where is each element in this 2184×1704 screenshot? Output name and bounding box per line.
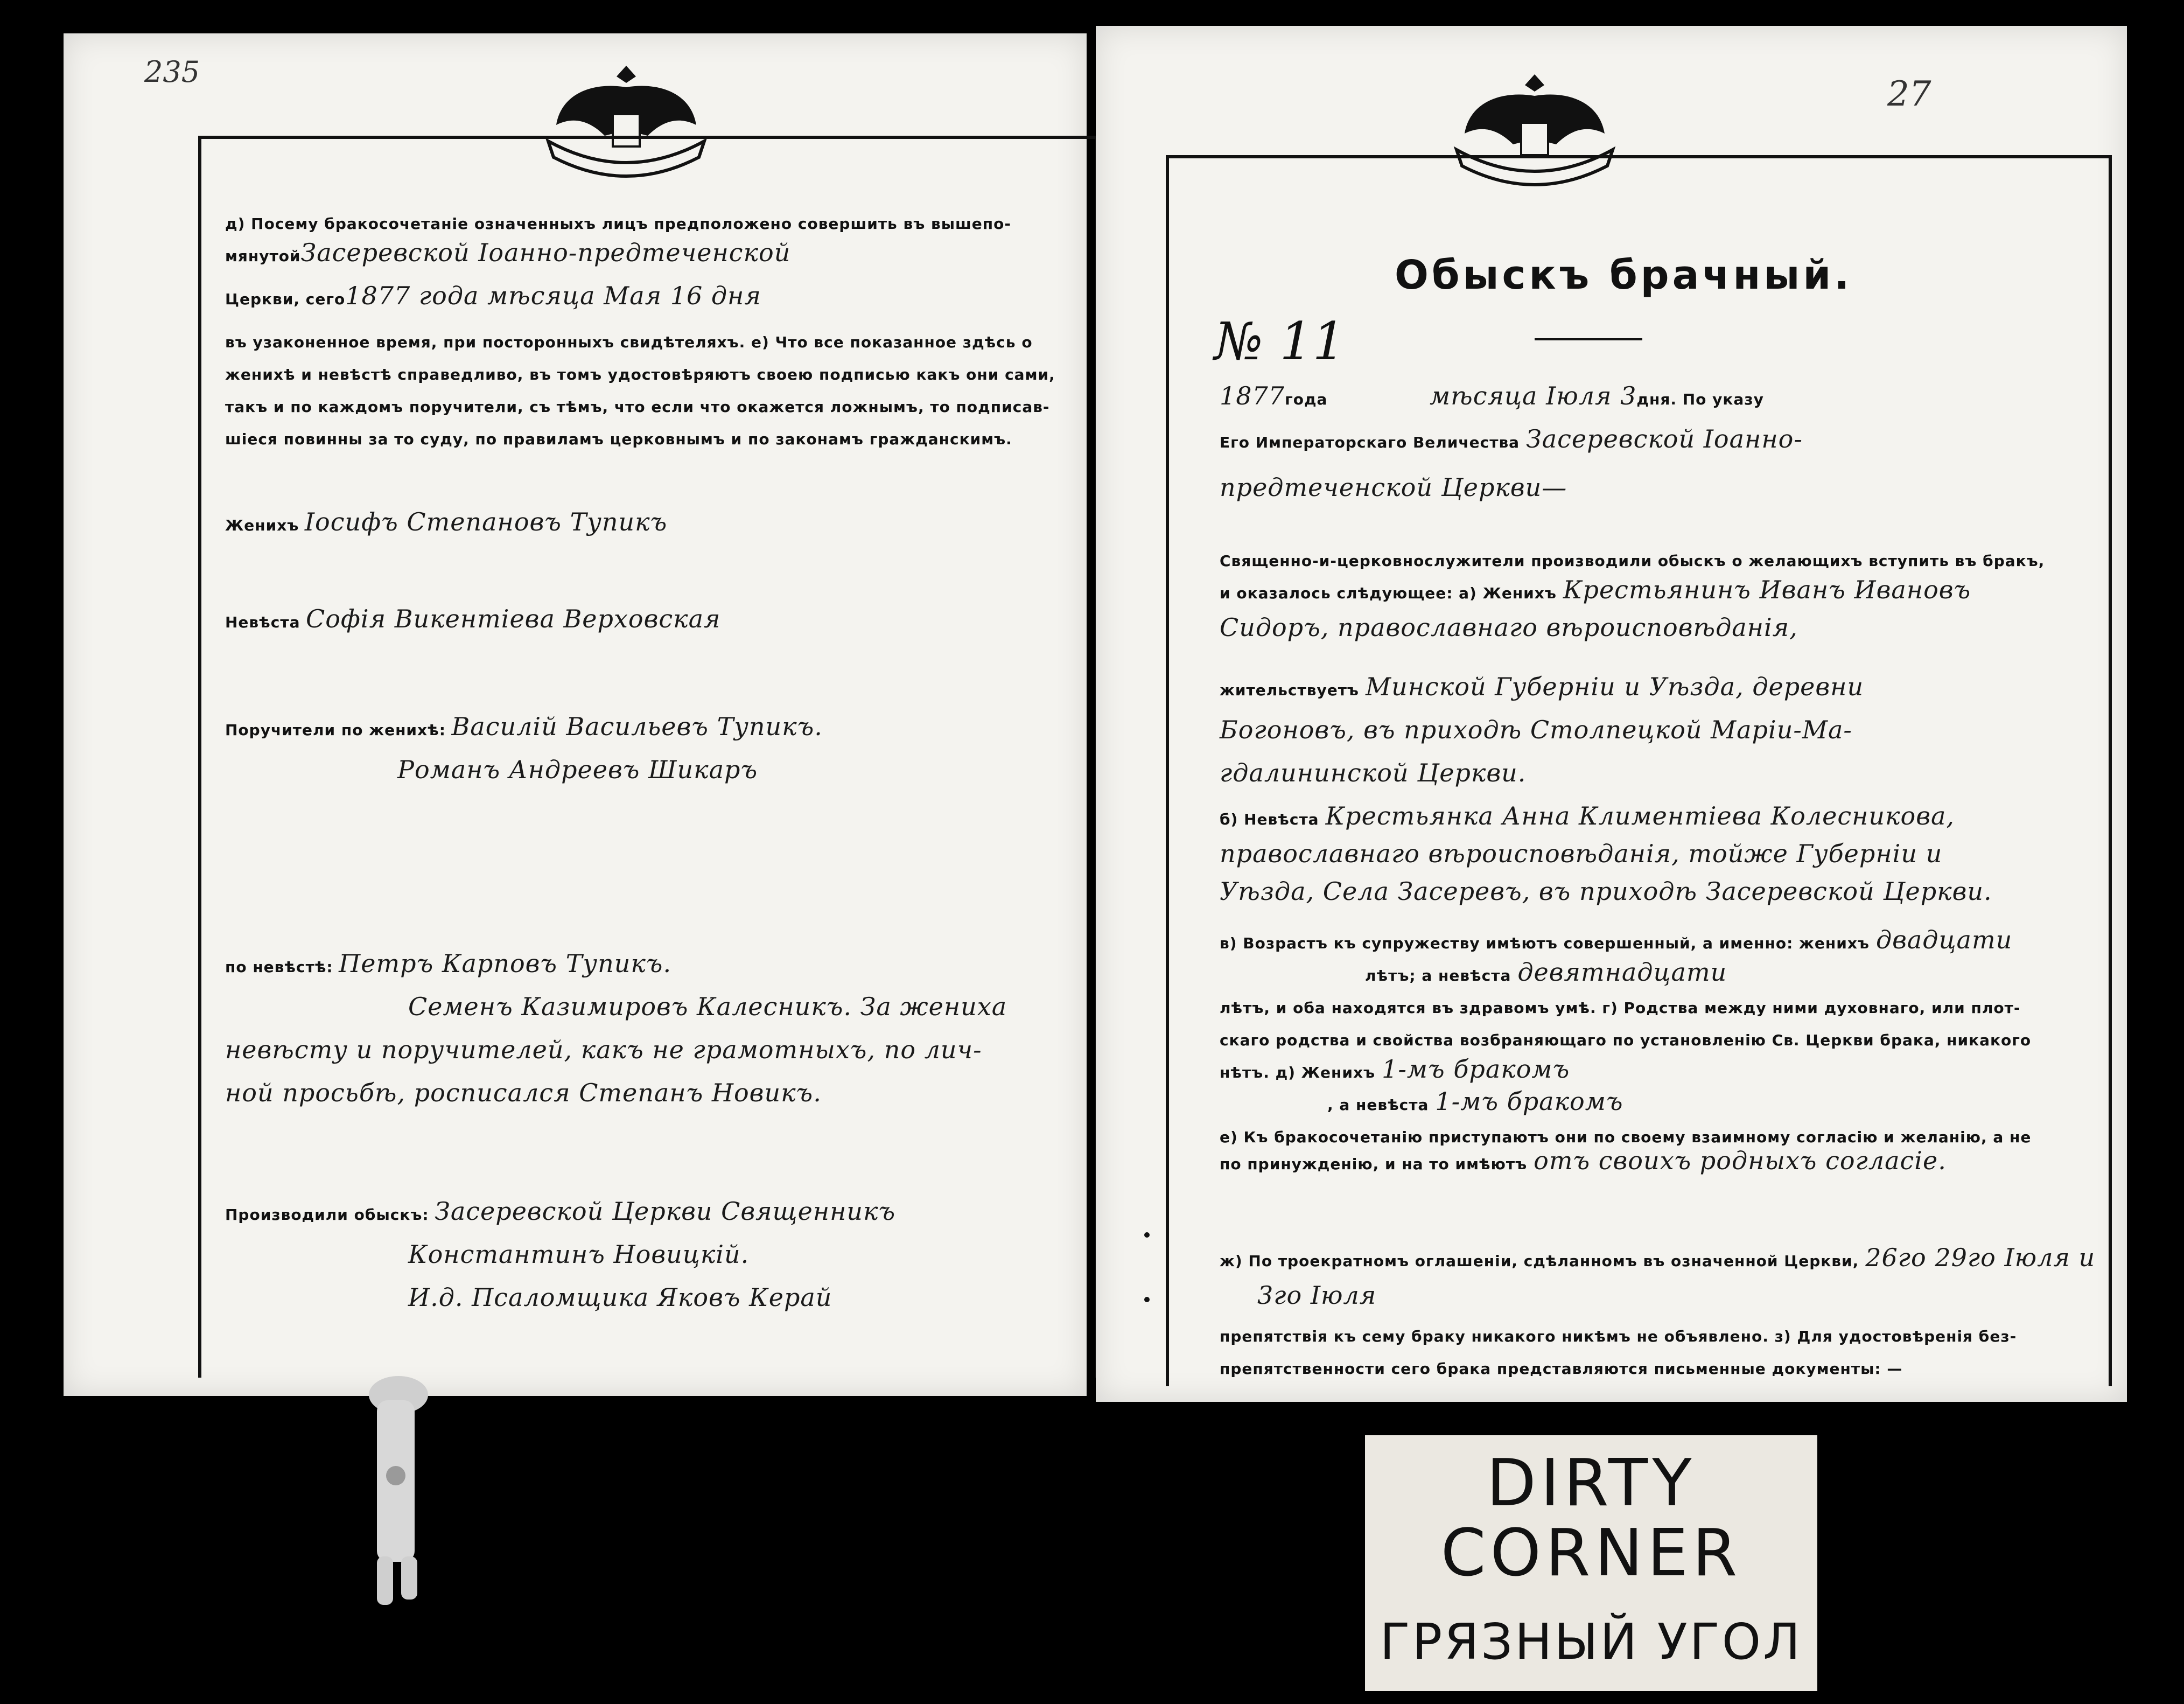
bride-label: Невѣста	[225, 613, 300, 631]
guarantors-bride-row	[225, 949, 671, 978]
bride-row	[225, 604, 721, 633]
handwritten-text: мѣсяца Iюля 3	[1430, 381, 1637, 410]
performed-row	[225, 1197, 895, 1226]
handwritten-text: Минской Губернiи и Уѣзда, деревни	[1365, 672, 1864, 701]
printed-text: такъ и по каждомъ поручители, съ тѣмъ, что если что окажется ложнымъ, то подписав-	[225, 398, 1050, 416]
printed-text: , а невѣста	[1327, 1096, 1429, 1114]
record-line	[1220, 575, 1971, 604]
handwritten-text: отъ своихъ родныхъ согласiе.	[1534, 1146, 1947, 1175]
printed-text: Священно-и-церковнослужители производили обыскъ о желающихъ вступить въ бракъ,	[1220, 552, 2045, 570]
paragraph-line	[225, 206, 1011, 235]
record-line	[1220, 1243, 2095, 1272]
binding-hole-2	[1144, 1297, 1150, 1302]
printed-text: б) Невѣста	[1220, 811, 1319, 828]
card-line-2: CORNER	[1440, 1516, 1742, 1591]
record-line	[1430, 381, 1770, 410]
dirty-corner-card	[1365, 1435, 1817, 1691]
printed-text: нѣтъ. д) Женихъ	[1220, 1064, 1376, 1081]
right-page-number: 27	[1887, 74, 1931, 114]
card-line-1: DIRTY	[1486, 1446, 1696, 1521]
guarantor-bride-2: Семенъ Казимировъ Калесникъ. За жениха	[408, 992, 1007, 1021]
printed-text: Его Императорскаго Величества	[1220, 434, 1520, 451]
printed-text: Церкви, сего	[225, 290, 346, 308]
handwritten-text: гдалининской Церкви.	[1220, 758, 1527, 787]
left-page	[64, 33, 1087, 1396]
handwritten-text: Засеревской Iоанно-	[1526, 424, 1803, 453]
right-page	[1096, 26, 2127, 1402]
printed-text: ж) По троекратномъ оглашенiи, сдѣланномъ въ означенной Церкви,	[1220, 1252, 1859, 1270]
record-line	[1220, 381, 1334, 410]
handwritten-text: Крестьянка Анна Климентiева Колесникова,	[1325, 801, 1955, 830]
printed-text: года	[1285, 390, 1328, 408]
printed-text: дня. По указу	[1636, 390, 1764, 408]
title-divider	[1535, 338, 1642, 340]
paragraph-line	[225, 421, 1012, 450]
record-number: № 11	[1214, 311, 1346, 372]
record-line	[1220, 1146, 1947, 1175]
metal-clip	[355, 1368, 463, 1605]
handwritten-text: девятнадцати	[1517, 958, 1727, 987]
handwritten-text: предтеченской Церкви—	[1220, 473, 1567, 502]
performed-line-3: И.д. Псаломщика Яковъ Керай	[408, 1283, 832, 1312]
guarantor-groom-1: Василiй Васильевъ Тупикъ.	[451, 712, 823, 741]
record-line	[1220, 613, 1798, 642]
card-line-3: ГРЯЗНЫЙ УГОЛ	[1380, 1613, 1803, 1671]
handwritten-text: 1-мъ бракомъ	[1435, 1087, 1623, 1116]
groom-label: Женихъ	[225, 516, 299, 534]
printed-text: и оказалось слѣдующее: а) Женихъ	[1220, 584, 1557, 602]
record-line	[1220, 543, 2051, 572]
bride-value: Софiя Викентiева Верховская	[306, 604, 721, 633]
guarantor-groom-2: Романъ Андреевъ Шикаръ	[397, 755, 758, 784]
printed-text: лѣтъ, и оба находятся въ здравомъ умѣ. г) Родства между ними духовнаго, или плот-	[1220, 999, 2021, 1017]
groom-row	[225, 507, 667, 536]
guarantor-bride-1: Петръ Карповъ Тупикъ.	[339, 949, 672, 978]
document-title: Обыскъ брачный.	[1395, 252, 1853, 298]
record-line	[1220, 424, 1803, 453]
left-page-number: 235	[144, 55, 200, 89]
printed-text: препятственности сего брака представляются письменные документы: —	[1220, 1360, 1903, 1378]
printed-text: е) Къ бракосочетанiю приступаютъ они по своему взаимному согласiю и желанiю, а не	[1220, 1128, 2032, 1146]
binding-hole-1	[1144, 1232, 1150, 1238]
record-line	[1220, 1119, 2038, 1148]
handwritten-text: 3го Iюля	[1257, 1281, 1377, 1310]
record-line	[1220, 1351, 1909, 1380]
handwritten-text: Сидоръ, православнаго вѣроисповѣданiя,	[1220, 613, 1798, 642]
printed-text: препятствiя къ сему браку никакого никѣмъ не объявлено. з) Для удостовѣренiя без-	[1220, 1328, 2017, 1345]
printed-text: по принужденiю, и на то имѣютъ	[1220, 1155, 1528, 1173]
record-line	[1220, 473, 1567, 502]
performed-label: Производили обыскъ:	[225, 1206, 429, 1224]
record-line	[1220, 1022, 2038, 1051]
groom-value: Iосифъ Степановъ Тупикъ	[304, 507, 668, 536]
handwritten-text: православнаго вѣроисповѣданiя, тойже Губернiи и	[1220, 839, 1943, 868]
paragraph-line	[225, 357, 1055, 386]
printed-text: въ узаконенное время, при посторонныхъ свидѣтеляхъ. е) Что все показанное здѣсь о	[225, 333, 1033, 351]
record-line	[1327, 1087, 1623, 1116]
record-line	[1220, 1054, 1570, 1084]
paragraph-line	[225, 389, 1050, 418]
printed-text: жительствуетъ	[1220, 681, 1359, 699]
paragraph-line	[225, 238, 790, 267]
printed-text: в) Возрастъ къ супружеству имѣютъ совершенный, а именно: женихъ	[1220, 934, 1870, 952]
handwritten-text: Крестьянинъ Иванъ Ивановъ	[1563, 575, 1971, 604]
printed-text: скаго родства и свойства возбраняющаго по установленiю Св. Церкви брака, никакого	[1220, 1031, 2032, 1049]
handwritten-text: Уѣзда, Села Засеревъ, въ приходѣ Засеревской Церкви.	[1220, 877, 1992, 906]
handwritten-text: 1-мъ бракомъ	[1382, 1054, 1570, 1084]
record-line	[1365, 958, 1727, 987]
record-line	[1257, 1281, 1376, 1310]
guarantors-bride-label: по невѣстѣ:	[225, 958, 333, 976]
guarantor-bride-3: невѣсту и поручителей, какъ не грамотныхъ, по лич-	[225, 1035, 982, 1064]
record-line	[1220, 672, 1864, 701]
paragraph-line	[225, 281, 761, 310]
handwritten-text: 26го 29го Iюля и	[1865, 1243, 2096, 1272]
printed-text: мянутой	[225, 247, 301, 265]
printed-text: шiеся повинны за то суду, по правиламъ церковнымъ и по законамъ гражданскимъ.	[225, 430, 1012, 448]
handwritten-text: 1877	[1220, 381, 1285, 410]
record-line	[1220, 839, 1942, 868]
performed-line-2: Константинъ Новицкiй.	[408, 1240, 750, 1269]
record-line	[1220, 877, 1992, 906]
record-line	[1220, 715, 1852, 744]
record-line	[1220, 990, 2027, 1019]
record-line	[1220, 758, 1526, 787]
guarantors-groom-label: Поручители по женихѣ:	[225, 721, 446, 739]
guarantor-bride-4: ной просьбѣ, росписался Степанъ Новикъ.	[225, 1078, 822, 1107]
handwritten-text: Богоновъ, въ приходѣ Столпецкой Марiи-Ма-	[1220, 715, 1852, 744]
printed-text: д) Посему бракосочетанiе означенныхъ лицъ предположено совершить въ вышепо-	[225, 215, 1011, 233]
printed-text: лѣтъ; а невѣста	[1365, 967, 1511, 984]
record-line	[1220, 1318, 2023, 1347]
printed-text: женихѣ и невѣстѣ справедливо, въ томъ удостовѣряютъ своею подписью какъ они сами,	[225, 366, 1055, 383]
handwritten-text: Засеревской Iоанно-предтеченской	[300, 238, 791, 267]
paragraph-line	[225, 324, 1033, 353]
handwritten-text: двадцати	[1875, 925, 2013, 954]
performed-line-1: Засеревской Церкви Священникъ	[435, 1197, 896, 1226]
record-line	[1220, 925, 2012, 954]
handwritten-text: 1877 года мѣсяца Мая 16 дня	[345, 281, 761, 310]
record-line	[1220, 801, 1955, 830]
guarantors-groom-row	[225, 712, 823, 741]
